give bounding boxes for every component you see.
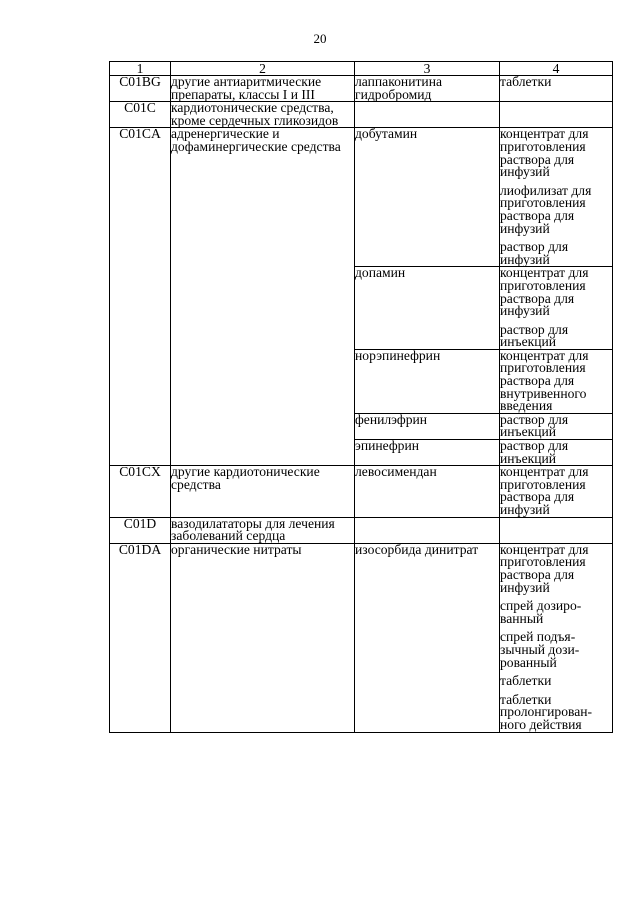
table-body <box>110 76 613 733</box>
atc-group-cell: другие кардиотонические средства <box>171 466 355 517</box>
column-number-3: 3 <box>355 62 500 76</box>
dosage-form-item: концентрат для приготовления раствора для инфузий <box>500 126 589 180</box>
substance-cell: эпинефрин <box>355 440 500 466</box>
dosage-forms-cell <box>500 349 613 413</box>
dosage-form-item: таблетки <box>500 74 552 89</box>
substance-cell: изосорбида динитрат <box>355 543 500 732</box>
dosage-form-item: таблетки пролонгирован-ного действия <box>500 691 593 732</box>
atc-group-cell: вазодилататоры для лечения заболеваний сердца <box>171 517 355 543</box>
dosage-forms-cell <box>500 466 613 517</box>
table-row <box>110 543 613 732</box>
atc-group-cell: адренергические и дофаминергические средства <box>171 128 355 466</box>
dosage-forms-cell <box>500 543 613 732</box>
table-row <box>110 466 613 517</box>
drug-classification-table <box>109 61 613 733</box>
dosage-forms-cell-empty <box>500 102 613 128</box>
dosage-forms-cell <box>500 413 613 439</box>
substance-cell: добутамин <box>355 128 500 267</box>
atc-code-cell: C01BG <box>110 76 171 102</box>
dosage-forms-cell <box>500 76 613 102</box>
atc-group-cell: другие антиаритмические препараты, классы I и III <box>171 76 355 102</box>
dosage-forms-cell <box>500 267 613 350</box>
table-row <box>110 76 613 102</box>
dosage-form-item: концентрат для приготовления раствора для инфузий <box>500 464 589 517</box>
dosage-forms-cell-empty <box>500 517 613 543</box>
dosage-forms-cell <box>500 440 613 466</box>
dosage-form-item: раствор для инфузий <box>500 239 569 267</box>
dosage-form-item: лиофилизат для приготовления раствора для инфузий <box>500 182 592 236</box>
table-row <box>110 102 613 128</box>
dosage-form-item: таблетки <box>500 673 552 689</box>
substance-cell-empty <box>355 102 500 128</box>
column-number-1: 1 <box>110 62 171 76</box>
column-number-2: 2 <box>171 62 355 76</box>
atc-code-cell: C01D <box>110 517 171 543</box>
dosage-form-item: раствор для инъекций <box>500 321 569 350</box>
dosage-form-item: раствор для инъекций <box>500 438 569 466</box>
dosage-form-item: концентрат для приготовления раствора для внутривенного введения <box>500 347 589 414</box>
substance-cell: норэпинефрин <box>355 349 500 413</box>
dosage-form-item: спрей подъя-зычный дози-рованный <box>500 629 580 670</box>
atc-group-cell: кардиотонические средства, кроме сердечных гликозидов <box>171 102 355 128</box>
substance-cell-empty <box>355 517 500 543</box>
dosage-form-item: спрей дозиро-ванный <box>500 598 582 626</box>
atc-code-cell: C01C <box>110 102 171 128</box>
dosage-forms-cell <box>500 128 613 267</box>
table-row <box>110 128 613 267</box>
column-number-4: 4 <box>500 62 613 76</box>
substance-cell: фенилэфрин <box>355 413 500 439</box>
atc-code-cell: C01DA <box>110 543 171 732</box>
atc-code-cell: C01CA <box>110 128 171 466</box>
dosage-form-item: концентрат для приготовления раствора для инфузий <box>500 541 589 595</box>
substance-cell: лаппаконитина гидробромид <box>355 76 500 102</box>
substance-cell: допамин <box>355 267 500 350</box>
page-number: 20 <box>313 31 327 46</box>
atc-code-cell: C01CX <box>110 466 171 517</box>
substance-cell: левосимендан <box>355 466 500 517</box>
dosage-form-item: раствор для инъекций <box>500 411 569 440</box>
atc-group-cell: органические нитраты <box>171 543 355 732</box>
dosage-form-item: концентрат для приготовления раствора для инфузий <box>500 265 589 319</box>
table-row <box>110 517 613 543</box>
